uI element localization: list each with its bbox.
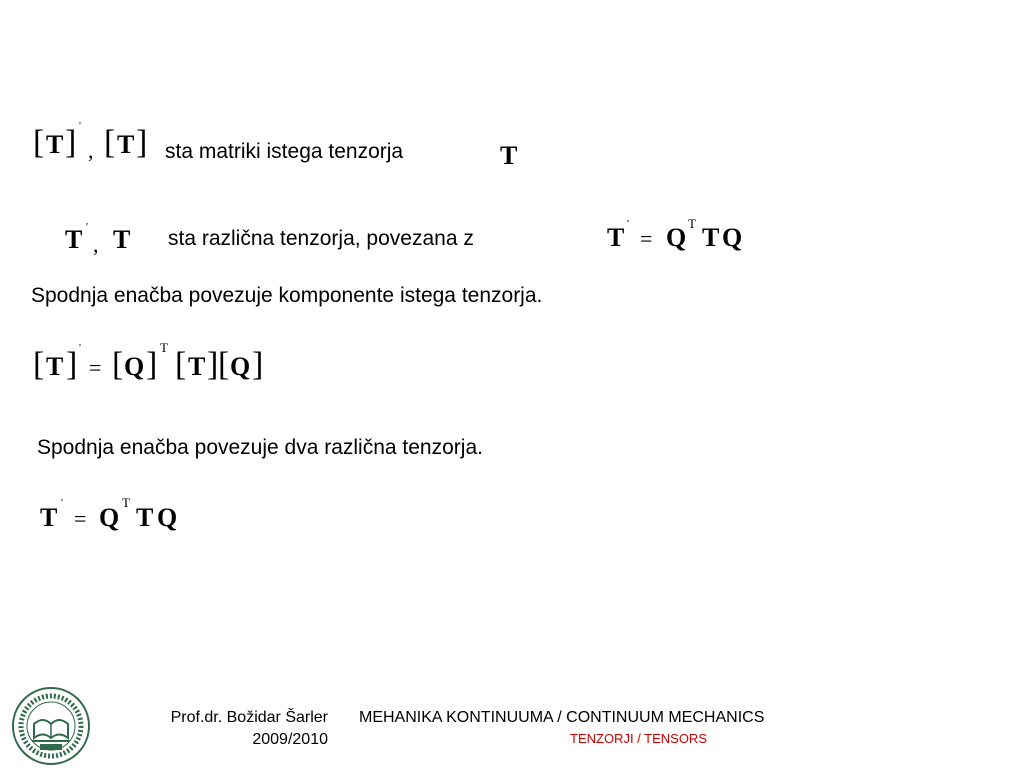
line-2-text: sta različna tenzorja, povezana z (168, 227, 474, 250)
tensor-Q-symbol: Q (666, 223, 687, 252)
prime-mark: ' (86, 221, 88, 233)
left-bracket: [ (33, 124, 45, 161)
transpose-superscript: T (688, 216, 696, 231)
transpose-superscript: T (122, 495, 130, 510)
tensor-Q-symbol: Q (99, 503, 120, 532)
topic-subtitle: TENZORJI / TENSORS (570, 731, 707, 746)
prime-mark: ' (79, 120, 81, 132)
course-title: MEHANIKA KONTINUUMA / CONTINUUM MECHANICS (359, 709, 765, 726)
tensor-T-symbol: T (46, 352, 64, 381)
university-seal-logo (10, 686, 92, 766)
tensor-T-symbol: T (136, 503, 154, 532)
left-bracket: [ (104, 124, 116, 161)
tensor-T-symbol: T (500, 141, 518, 170)
tensor-T-symbol: T (113, 225, 131, 254)
footer-author-block (110, 707, 328, 751)
tensor-T-symbol: T (40, 503, 58, 532)
tensor-Q-symbol: Q (722, 223, 743, 252)
left-bracket: [ (218, 346, 230, 383)
tensor-T-symbol: T (607, 223, 625, 252)
transpose-superscript: T (160, 340, 168, 355)
right-bracket: ] (136, 124, 148, 161)
right-bracket: ] (146, 346, 158, 383)
paragraph-two-tensors: Spodnja enačba povezuje dva različna tenzorja. (37, 436, 483, 459)
prime-mark: ' (61, 497, 63, 509)
right-bracket: ] (252, 346, 264, 383)
comma: , (93, 232, 99, 257)
equals-sign: = (74, 506, 87, 531)
left-bracket: [ (175, 346, 187, 383)
right-bracket: ] (65, 124, 77, 161)
right-bracket: ] (66, 346, 78, 383)
left-bracket: [ (112, 346, 124, 383)
prime-mark: ' (627, 218, 629, 230)
tensor-Q-symbol: Q (124, 352, 145, 381)
comma: , (88, 138, 94, 163)
paragraph-components: Spodnja enačba povezuje komponente istega tenzorja. (31, 284, 543, 307)
line-1-text: sta matriki istega tenzorja (165, 140, 404, 163)
tensor-T-symbol: T (188, 352, 206, 381)
left-bracket: [ (33, 346, 45, 383)
tensor-T-symbol: T (65, 225, 83, 254)
tensor-Q-symbol: Q (230, 352, 251, 381)
tensor-T-symbol: T (702, 223, 720, 252)
academic-year: 2009/2010 (252, 731, 328, 748)
tensor-Q-symbol: Q (157, 503, 178, 532)
equals-sign: = (89, 355, 102, 380)
tensor-T-symbol: T (46, 130, 64, 159)
right-bracket: ] (207, 346, 219, 383)
tensor-T-symbol: T (117, 130, 135, 159)
author-name: Prof.dr. Božidar Šarler (170, 709, 328, 726)
prime-mark: ' (79, 342, 81, 354)
equals-sign: = (640, 226, 653, 251)
